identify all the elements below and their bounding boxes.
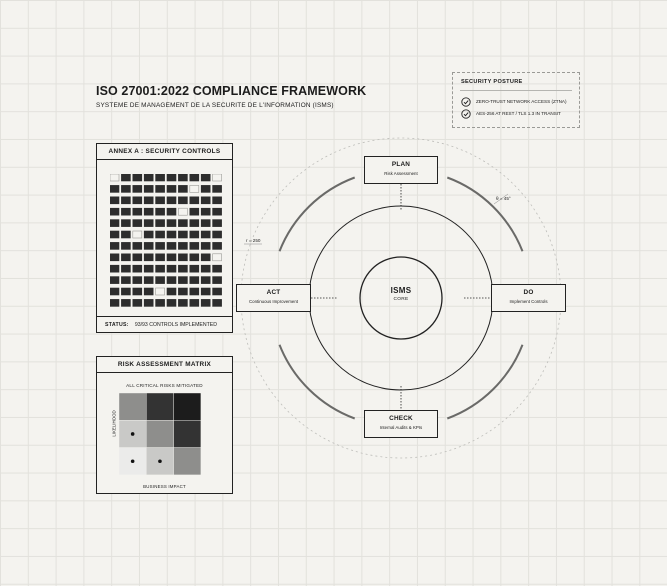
control-cell-implemented [167, 277, 176, 284]
control-cell-implemented [110, 254, 119, 261]
control-cell-implemented [156, 220, 165, 227]
control-cell-implemented [156, 299, 165, 306]
control-cell-implemented [144, 288, 153, 295]
control-cell-implemented [133, 174, 142, 181]
control-cell-implemented [133, 277, 142, 284]
control-cell-implemented [190, 197, 199, 204]
cycle-arc-do-check [447, 345, 522, 419]
control-cell-implemented [144, 185, 153, 192]
control-cell-implemented [201, 231, 210, 238]
risk-marker [131, 432, 135, 436]
control-cell-implemented [167, 288, 176, 295]
security-posture-title: SECURITY POSTURE [461, 79, 523, 85]
control-cell-implemented [144, 208, 153, 215]
posture-item-label: AES-256 AT REST / TLS 1.3 IN TRANSIT [476, 111, 561, 116]
control-cell-implemented [201, 299, 210, 306]
control-cell-implemented [167, 197, 176, 204]
page-title: ISO 27001:2022 COMPLIANCE FRAMEWORK [96, 84, 367, 98]
control-cell-implemented [121, 220, 130, 227]
phase-do-subtitle: Implement Controls [509, 299, 548, 304]
control-cell-implemented [190, 208, 199, 215]
control-cell-implemented [201, 185, 210, 192]
phase-act-box [236, 284, 311, 312]
control-cell-implemented [144, 265, 153, 272]
control-cell-implemented [167, 231, 176, 238]
control-cell-implemented [144, 231, 153, 238]
likelihood-axis-label: LIKELIHOOD [111, 410, 117, 437]
control-cell-implemented [144, 242, 153, 249]
control-cell-implemented [144, 197, 153, 204]
control-cell-implemented [167, 185, 176, 192]
risk-cell [174, 393, 201, 420]
control-cell-implemented [213, 265, 222, 272]
phase-act-subtitle: Continuous Improvement [248, 299, 299, 304]
check-circle-icon [461, 97, 471, 107]
control-cell [213, 174, 222, 181]
control-cell [190, 185, 199, 192]
control-cell-implemented [201, 208, 210, 215]
control-cell-implemented [156, 254, 165, 261]
control-cell-implemented [110, 265, 119, 272]
control-cell-implemented [121, 231, 130, 238]
posture-item-label: ZERO-TRUST NETWORK ACCESS (ZTNA) [476, 99, 567, 104]
control-cell-implemented [178, 288, 187, 295]
control-cell-implemented [213, 185, 222, 192]
control-cell-implemented [201, 265, 210, 272]
control-cell-implemented [201, 174, 210, 181]
control-cell-implemented [121, 288, 130, 295]
control-cell-implemented [156, 242, 165, 249]
control-cell-implemented [110, 231, 119, 238]
control-cell-implemented [167, 208, 176, 215]
core-subtitle: CORE [393, 297, 409, 302]
control-cell-implemented [133, 185, 142, 192]
control-cell-implemented [133, 299, 142, 306]
phase-plan-title: PLAN [391, 161, 411, 168]
control-cell-implemented [133, 288, 142, 295]
risk-cell [146, 420, 173, 447]
control-cell-implemented [156, 265, 165, 272]
control-cell-implemented [121, 254, 130, 261]
risk-cell [174, 420, 201, 447]
control-cell-implemented [121, 197, 130, 204]
control-cell-implemented [213, 197, 222, 204]
phase-plan-subtitle: Risk Assessment [384, 171, 418, 176]
check-circle-icon [461, 109, 471, 119]
control-cell-implemented [213, 242, 222, 249]
risk-heatmap [119, 393, 203, 477]
status-value: 93/93 CONTROLS IMPLEMENTED [134, 322, 217, 328]
control-cell-implemented [110, 220, 119, 227]
control-cell-implemented [144, 254, 153, 261]
phase-check-subtitle: Internal Audits & KPIs [379, 425, 423, 430]
control-cell-implemented [121, 208, 130, 215]
control-cell [156, 288, 165, 295]
control-cell-implemented [178, 231, 187, 238]
control-cell-implemented [213, 220, 222, 227]
security-posture-box [452, 72, 580, 128]
control-cell-implemented [190, 174, 199, 181]
annex-a-title: ANNEX A : SECURITY CONTROLS [97, 144, 232, 160]
control-cell-implemented [121, 242, 130, 249]
control-cell-implemented [178, 220, 187, 227]
phase-plan-box [364, 156, 438, 184]
control-cell-implemented [178, 174, 187, 181]
control-cell-implemented [190, 299, 199, 306]
annex-a-panel [96, 143, 233, 333]
control-cell-implemented [213, 288, 222, 295]
control-cell-implemented [110, 197, 119, 204]
control-cell-implemented [178, 185, 187, 192]
control-cell-implemented [110, 277, 119, 284]
control-cell-implemented [213, 277, 222, 284]
control-cell-implemented [133, 254, 142, 261]
control-cell-implemented [178, 254, 187, 261]
control-cell-implemented [156, 197, 165, 204]
cycle-arc-check-act [280, 345, 355, 419]
control-cell-implemented [156, 208, 165, 215]
control-cell-implemented [133, 197, 142, 204]
control-cell-implemented [133, 220, 142, 227]
control-cell-implemented [201, 277, 210, 284]
control-cell-implemented [178, 277, 187, 284]
phase-check-title: CHECK [389, 415, 413, 422]
control-cell-implemented [190, 265, 199, 272]
control-cell-implemented [144, 174, 153, 181]
business-impact-axis-label: BUSINESS IMPACT [143, 484, 186, 489]
control-cell-implemented [167, 299, 176, 306]
control-cell-implemented [133, 208, 142, 215]
control-cell-implemented [144, 220, 153, 227]
cycle-arc-act-plan [280, 178, 355, 252]
control-cell-implemented [178, 242, 187, 249]
cycle-arc-plan-do [447, 178, 522, 252]
risk-marker [131, 459, 135, 463]
controls-grid [110, 174, 222, 312]
phase-check-box [364, 410, 438, 438]
control-cell [133, 231, 142, 238]
control-cell-implemented [178, 197, 187, 204]
control-cell-implemented [178, 299, 187, 306]
control-cell-implemented [110, 208, 119, 215]
risk-matrix-panel [96, 356, 233, 494]
angle-annotation: θ = 45° [496, 196, 511, 201]
risk-cell [174, 448, 201, 475]
control-cell-implemented [201, 242, 210, 249]
phase-do-title: DO [523, 289, 534, 296]
control-cell-implemented [133, 265, 142, 272]
posture-item [461, 108, 561, 119]
control-cell-implemented [167, 242, 176, 249]
control-cell [110, 174, 119, 181]
control-cell-implemented [190, 288, 199, 295]
control-cell-implemented [167, 254, 176, 261]
core-title: ISMS [390, 286, 412, 295]
risk-cell [146, 393, 173, 420]
control-cell-implemented [213, 299, 222, 306]
control-cell-implemented [110, 299, 119, 306]
control-cell-implemented [190, 231, 199, 238]
control-cell-implemented [190, 254, 199, 261]
control-cell-implemented [178, 265, 187, 272]
control-cell-implemented [110, 185, 119, 192]
control-cell-implemented [190, 277, 199, 284]
phase-do-box [491, 284, 566, 312]
control-cell-implemented [156, 185, 165, 192]
control-cell-implemented [156, 277, 165, 284]
control-cell [178, 208, 187, 215]
control-cell-implemented [201, 288, 210, 295]
control-cell-implemented [110, 242, 119, 249]
risk-cell [119, 393, 146, 420]
control-cell-implemented [201, 254, 210, 261]
radius-annotation: r = 250 [246, 238, 261, 243]
control-cell-implemented [167, 220, 176, 227]
control-cell-implemented [201, 197, 210, 204]
control-cell-implemented [121, 185, 130, 192]
control-cell-implemented [121, 277, 130, 284]
control-cell-implemented [213, 231, 222, 238]
control-cell-implemented [144, 299, 153, 306]
control-cell [213, 254, 222, 261]
annex-status [97, 316, 232, 334]
control-cell-implemented [133, 242, 142, 249]
control-cell-implemented [156, 231, 165, 238]
risk-marker [158, 459, 162, 463]
control-cell-implemented [121, 174, 130, 181]
divider [460, 90, 572, 91]
page-subtitle: SYSTEME DE MANAGEMENT DE LA SECURITE DE L'INFORMATION (ISMS) [96, 102, 334, 109]
control-cell-implemented [190, 242, 199, 249]
control-cell-implemented [190, 220, 199, 227]
risk-note: ALL CRITICAL RISKS MITIGATED [126, 383, 203, 388]
control-cell-implemented [167, 174, 176, 181]
status-label: STATUS: [105, 322, 129, 328]
control-cell-implemented [167, 265, 176, 272]
posture-item [461, 96, 567, 107]
control-cell-implemented [213, 208, 222, 215]
control-cell-implemented [121, 265, 130, 272]
control-cell-implemented [201, 220, 210, 227]
phase-act-title: ACT [266, 289, 281, 296]
control-cell-implemented [121, 299, 130, 306]
risk-matrix-title: RISK ASSESSMENT MATRIX [97, 357, 232, 373]
control-cell-implemented [110, 288, 119, 295]
control-cell-implemented [156, 174, 165, 181]
control-cell-implemented [144, 277, 153, 284]
